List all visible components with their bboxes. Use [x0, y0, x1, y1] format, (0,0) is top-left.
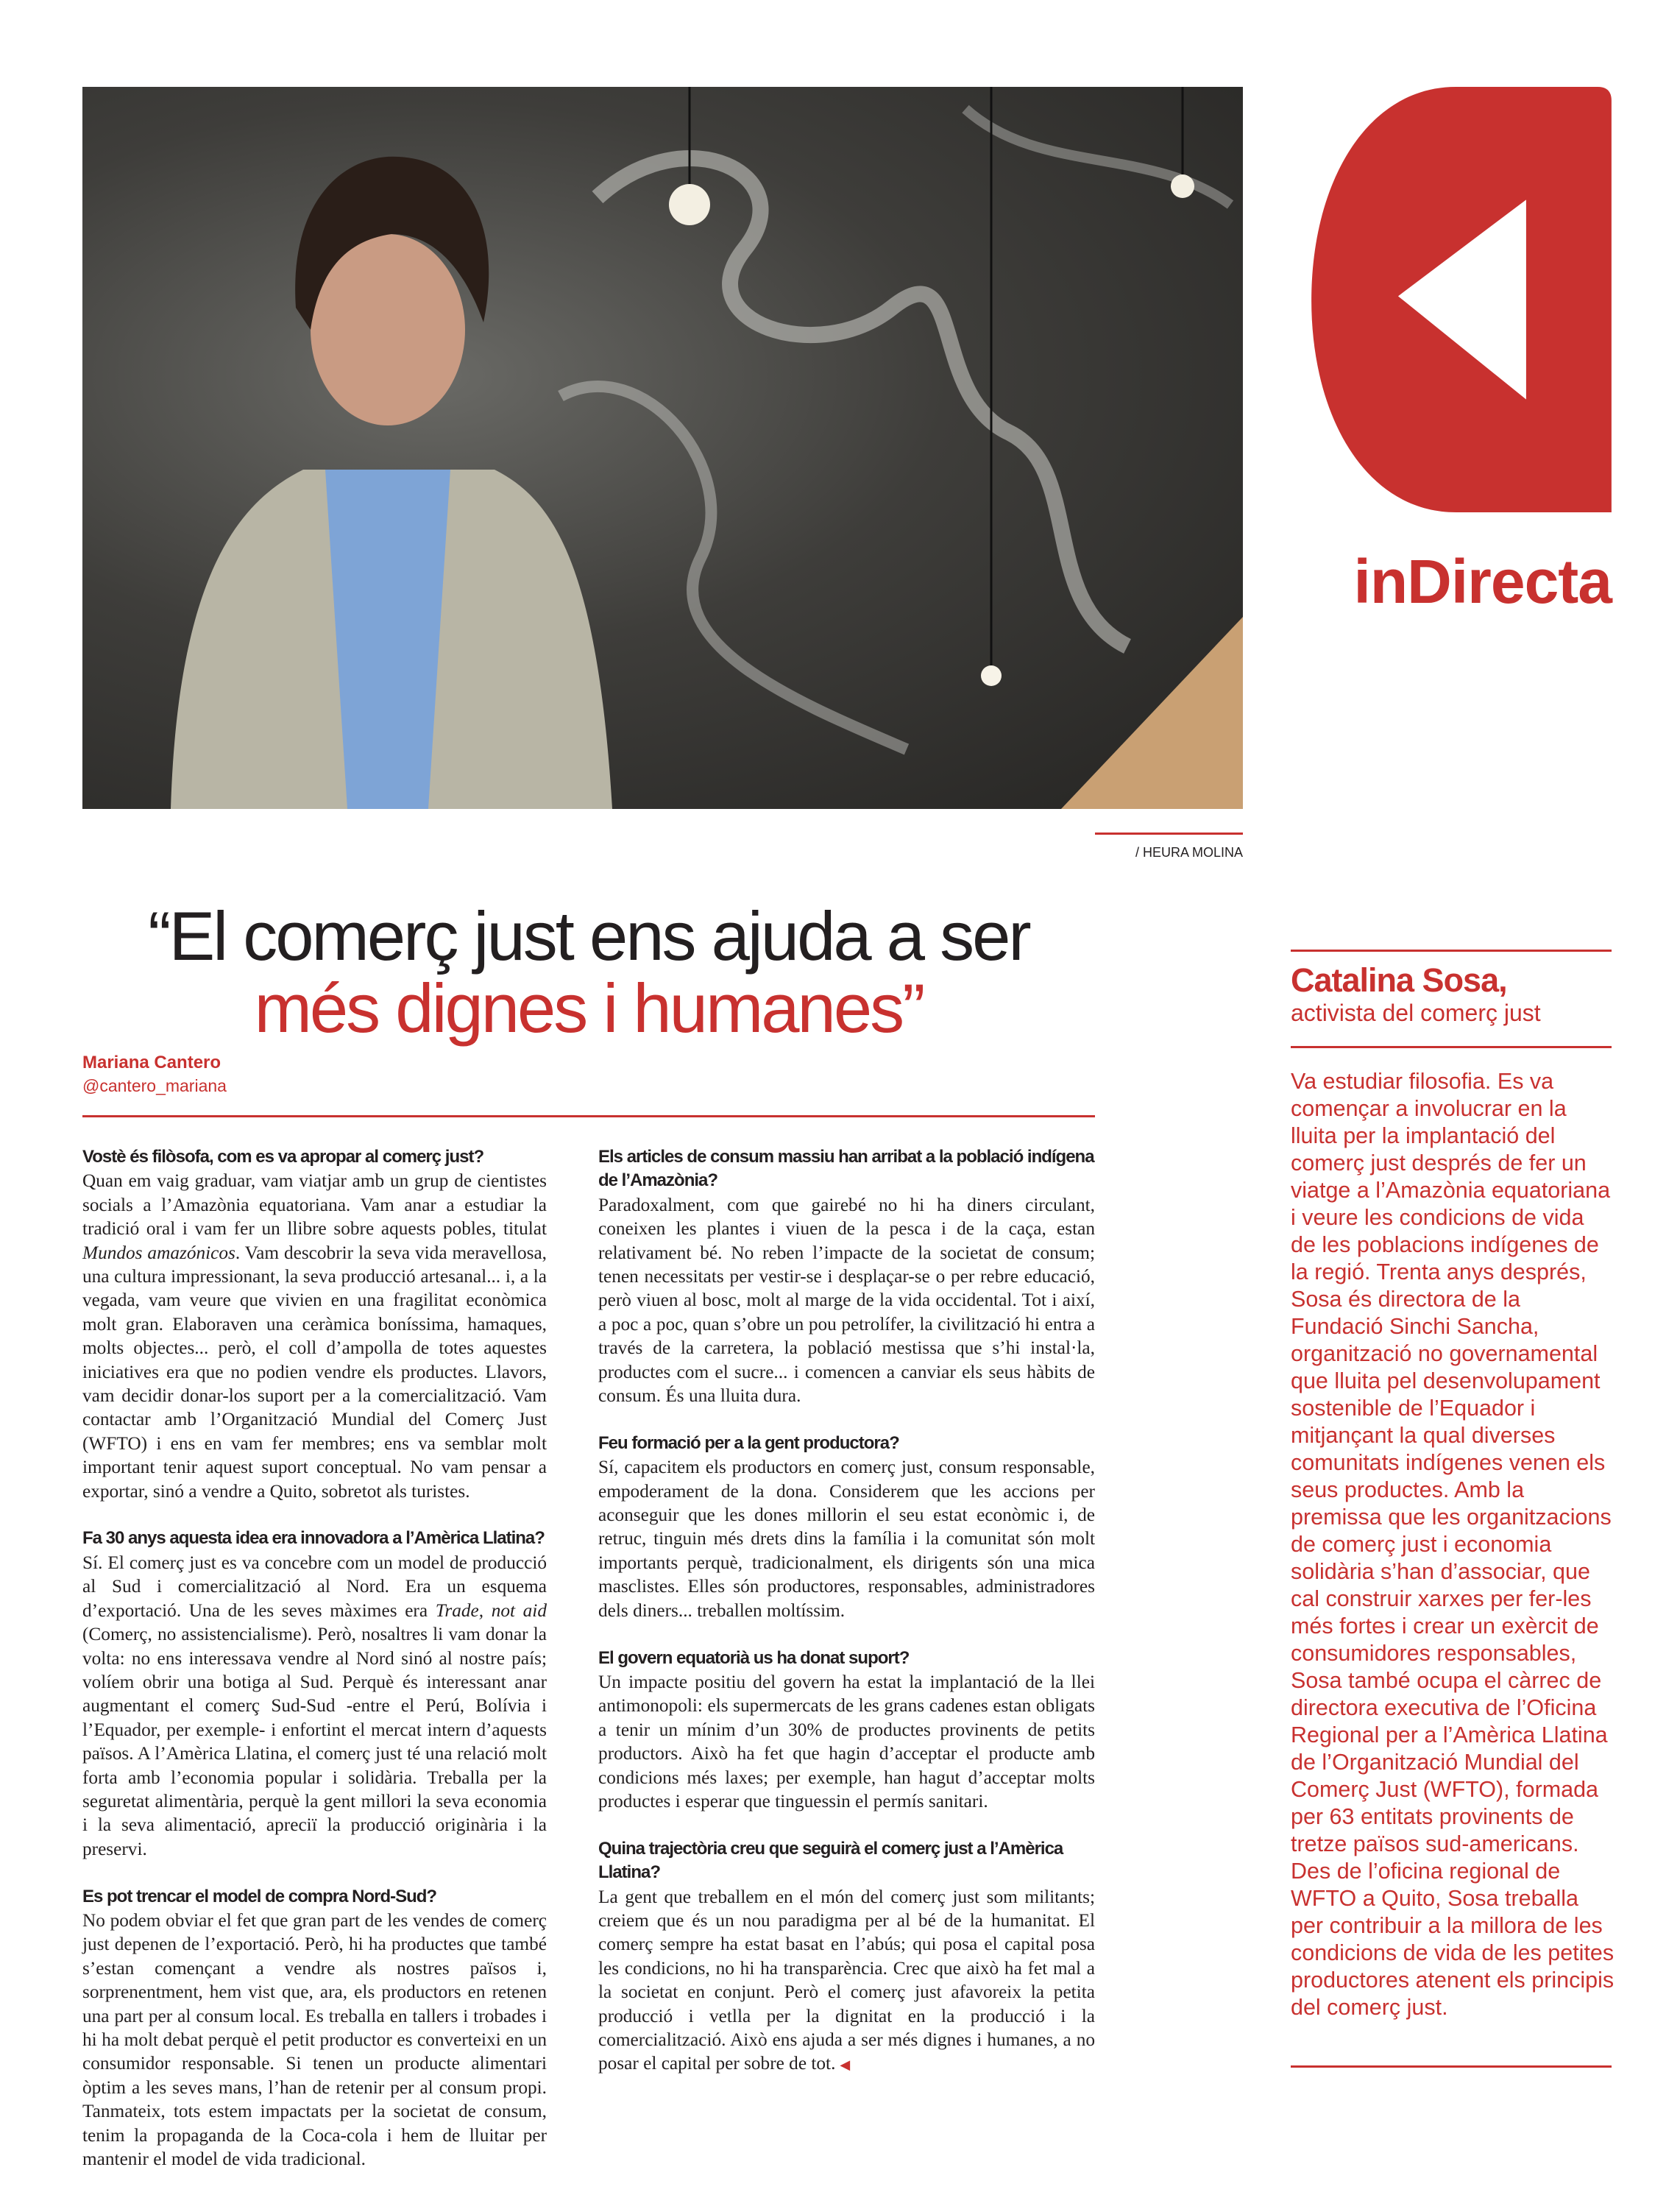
answer-text: Quan em vaig graduar, vam viatjar amb un grup de cientistes socials a l’Amazònia equatoriana. Vam anar a estudiar la tradició oral i vam fer un llibre sobre aquests pobles, titulat	[82, 1170, 547, 1240]
answer: Paradoxalment, com que gairebé no hi ha diners circulant, coneixen les plantes i viuen de la pesca i de la caça, estan relativament bé. No reben l’impacte de la societat de consum; tenen necessitats per vestir-se i desplaçar-se o per rebre educació, però viuen al bosc, molt al marge de la vida occidental. Tot i així, a poc a poc, quan s’obre un pou petrolífer, la civilització hi entra a través de la carretera, la població mestissa que s’hi instal·la, productes com el sucre... i comencen a canviar els seus hàbits de consum. És una lluita dura.	[598, 1194, 1095, 1407]
profile-bio: Va estudiar filosofia. Es va començar a involucrar en la lluita per la implantació del comerç just després de fer un viatge a l’Amazònia equatoriana i veure les condicions de vida de les poblacions indígenes de la regió. Trenta anys després, Sosa és directora de la Fundació Sinchi Sancha, organització no governamental que lluita pel desenvolupament sostenible de l’Equador i mitjançant la qual diverses comunitats indígenes venen els seus productes. Amb la premissa que les organitzacions de comerç just i economia solidària s’han d’associar, que cal construir xarxes per fer-les més fortes i crear un exèrcit de consumidores responsables, Sosa també ocupa el càrrec de directora executiva de l’Oficina Regional per a l’Amèrica Llatina de l’Organització Mundial del Comerç Just (WFTO), formada per 63 entitats provinents de tretze països sud-americans. Des de l’oficina regional de WFTO a Quito, Sosa treballa per contribuir a la millora de les condicions de vida de les petites productores atenent els principis del comerç just.	[1291, 1069, 1615, 2020]
sidebar-bottom-divider	[1291, 2065, 1612, 2068]
profile-name: Catalina Sosa,	[1291, 961, 1507, 999]
answer-text: (Comerç, no assistencialisme). Però, nosaltres li vam donar la volta: no ens interessava vendre al Nord sinó al nostre país; volíem obrir una botiga al Sud. Perquè és interessant anar augmentant el comerç Sud-Sud -entre el Perú, Bolívia i l’Equador, per exemple- i enfortint el mercat intern d’aquests països. A l’Amèrica Llatina, el comerç just té una relació molt forta amb l’economia popular i solidària. Treballa per la seguretat alimentària, perquè la gent millori la seva economia i la seva alimentació, apreciï la producció originària i la preservi.	[82, 1624, 547, 1859]
article-column-1	[82, 1145, 547, 2195]
question: Vostè és filòsofa, com es va apropar al comerç just?	[82, 1147, 484, 1167]
answer-text: La gent que treballem en el món del comerç just som militants; creiem que és un nou paradigma per al bé de la humanitat. El comerç sempre ha estat basat en l’abús; qui posa el capital posa les condicions, no hi ha transparència. Crec que això ha fet mal a la societat en conjunt. Però el comerç just afavoreix la petita producció i vetlla per la dignitat en la producció i la comercialització. Això ens ajuda a ser més dignes i humanes, a no posar el capital per sobre de tot.	[598, 1886, 1095, 2074]
sidebar-mid-divider	[1291, 1046, 1612, 1048]
indirecta-logo-mark	[1311, 87, 1612, 512]
sidebar-top-divider	[1291, 950, 1612, 952]
portrait-photo	[82, 87, 1243, 809]
answer	[598, 1885, 1095, 2077]
question: Fa 30 anys aquesta idea era innovadora a l’Amèrica Llatina?	[82, 1528, 545, 1549]
profile-role: activista del comerç just	[1291, 1000, 1541, 1026]
question: Feu formació per a la gent productora?	[598, 1432, 899, 1453]
book-title: Mundos amazónicos	[82, 1242, 235, 1263]
byline-divider	[82, 1115, 1095, 1117]
answer: Sí, capacitem els productors en comerç just, consum responsable, empoderament de la dona. Considerem que les accions per aconseguir que les dones millorin el seu estat econòmic i, de retruc, tinguin més drets dins la família i la comunitat són molt importants perquè, tradicionalment, els dirigents són una mica masclistes. Elles són productores, responsables, administradores dels diners... treballen moltíssim.	[598, 1457, 1095, 1621]
author-handle[interactable]: @cantero_mariana	[82, 1076, 227, 1095]
answer: Un impacte positiu del govern ha estat la implantació de la llei antimonopoli: els supermercats de les grans cadenes estan obligats a tenir un mínim d’un 30% de productes provinents de petits productors. Això ha fet que hagin d’acceptar el producte amb condicions més laxes; per exemple, han hagut d’acceptar molts productes i esperar que tinguessin el permís sanitari.	[598, 1671, 1095, 1812]
answer	[82, 1551, 547, 1861]
photo-credit: / HEURA MOLINA	[1135, 845, 1243, 860]
question: El govern equatorià us ha donat suport?	[598, 1647, 910, 1668]
answer	[82, 1169, 547, 1503]
answer-text: Sí. El comerç just es va concebre com un model de producció al Sud i comercialització al Nord. Era un esquema d’exportació. Una de les seves màximes era	[82, 1552, 547, 1621]
question: Quina trajectòria creu que seguirà el comerç just a l’Amèrica Llatina?	[598, 1838, 1063, 1883]
answer: No podem obviar el fet que gran part de les vendes de comerç just depenen de l’exportació. Però, hi ha productes que també s’estan començant a vendre als nostres països i, sorprenentment, hem vist que, ara, els productors en retenen una part per al consum local. Es treballa en tallers i trobades i hi ha molt debat perquè el petit productor es converteixi en un consumidor responsable. Si tenen un producte alimentari òptim a les seves mans, l’han de retenir per al consum propi. Tanmateix, tots estem impactats per la societat de consum, tenim la propaganda de la Coca-cola i hem de lluitar per mantenir el model de vida tradicional.	[82, 1909, 547, 2170]
author-name: Mariana Cantero	[82, 1053, 221, 1072]
answer-text: . Vam descobrir la seva vida meravellosa, una cultura impressionant, la seva producció artesanal... i, a la vegada, vam veure que vivien en una fragilitat econòmica molt gran. Elaboraven una ceràmica boníssima, hamaques, molts objectes... però, el coll d’ampolla de totes aquestes iniciatives era que no podien vendre els productes. Llavors, vam decidir donar-los suport per a la comercialització. Vam contactar amb l’Organització Mundial del Comerç Just (WFTO) i ens en vam fer membres; ens va semblar molt important tenir aquest suport conceptual. No vam pensar a exportar, sinó a vendre a Quito, sobretot als turistes.	[82, 1242, 547, 1502]
motto: Trade, not aid	[435, 1600, 547, 1621]
section-brand-title: inDirecta	[1353, 547, 1612, 616]
credit-divider	[1095, 833, 1243, 835]
headline	[82, 897, 1095, 1047]
photo-illustration	[82, 87, 1243, 809]
headline-line-2: més dignes i humanes”	[254, 969, 924, 1047]
headline-line-1: “El comerç just ens ajuda a ser	[148, 897, 1029, 975]
question: Els articles de consum massiu han arribat a la població indígena de l’Amazònia?	[598, 1147, 1094, 1191]
end-triangle-icon: ◀	[840, 2057, 851, 2073]
question: Es pot trencar el model de compra Nord-Sud?	[82, 1886, 437, 1906]
article-column-2	[598, 1145, 1095, 2101]
